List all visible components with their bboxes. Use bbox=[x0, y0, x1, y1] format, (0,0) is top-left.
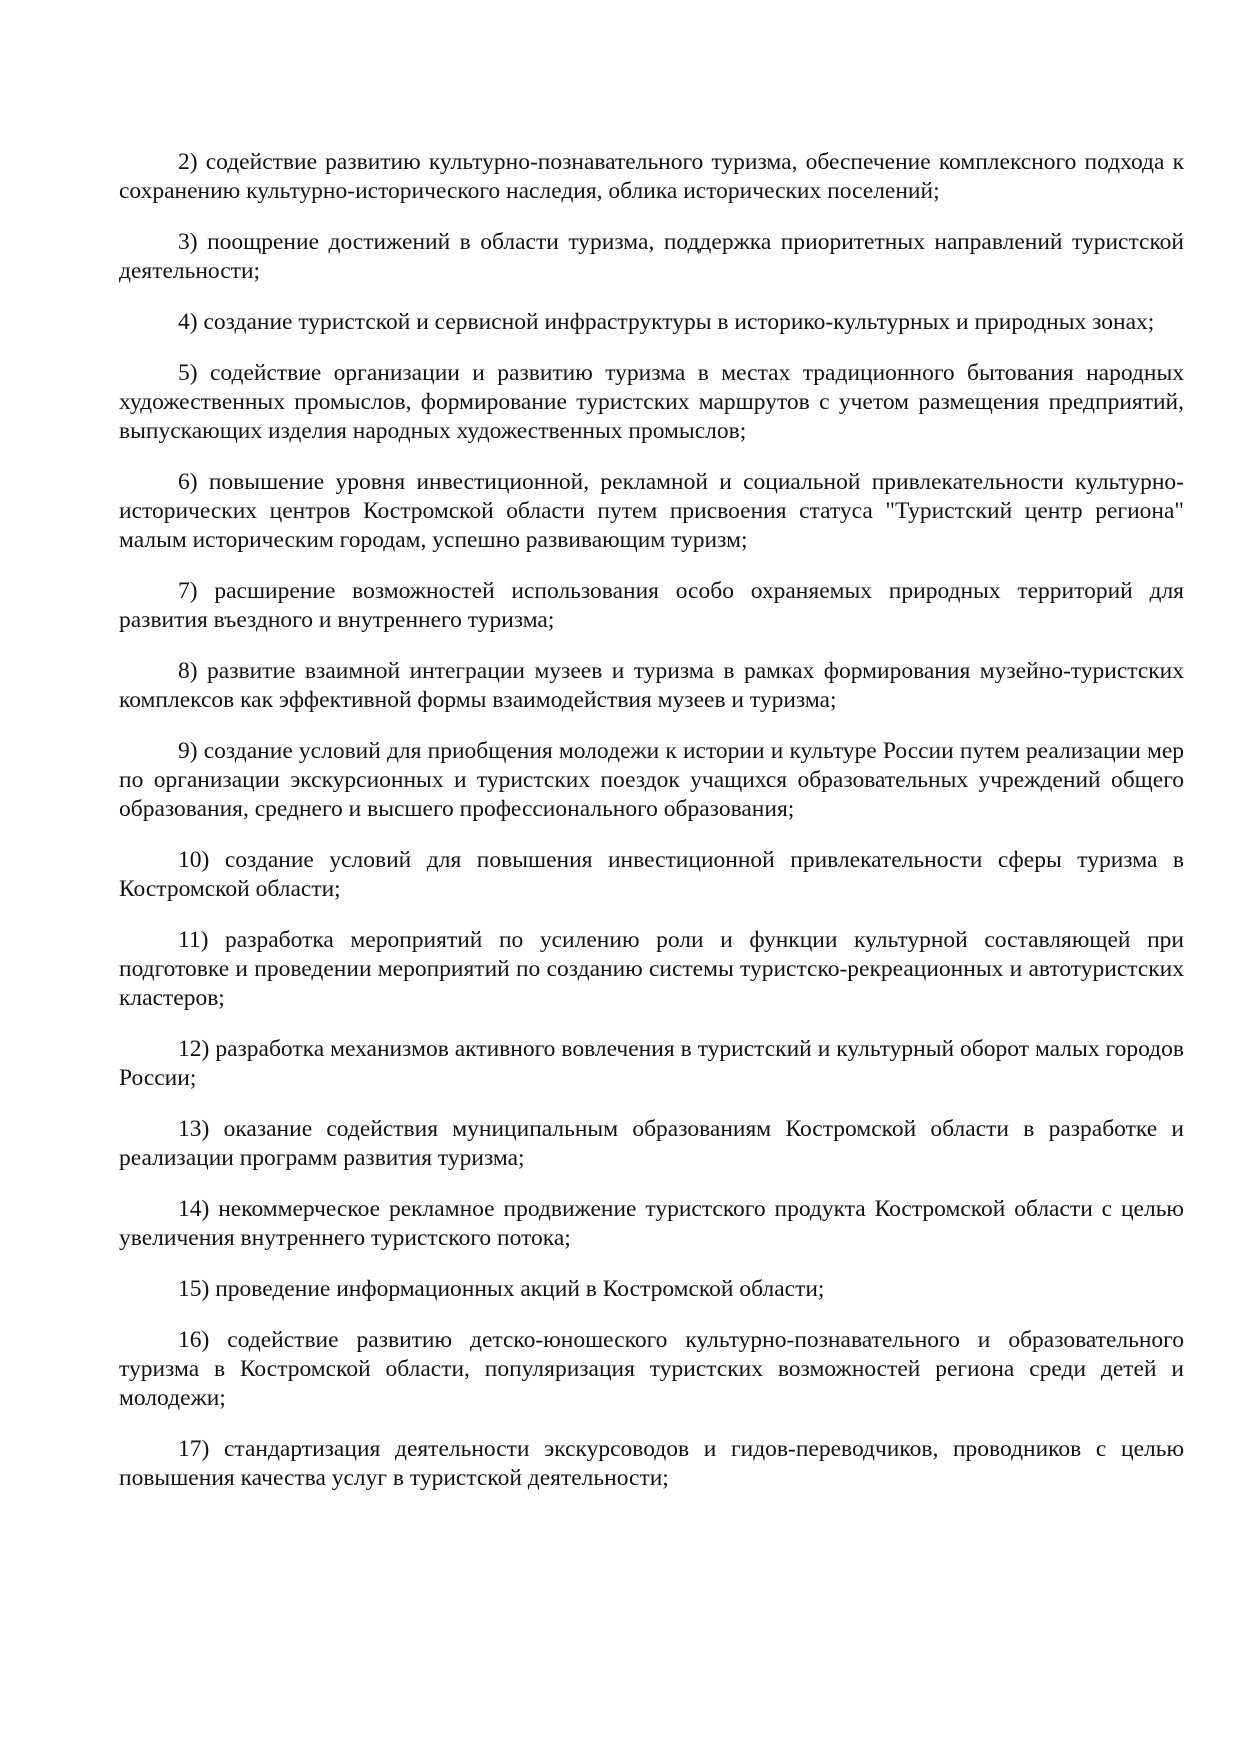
list-item-16: 16) содействие развитию детско-юношеского культурно-познавательного и образовательного туризма в Костромской области, популяризация туристских возможностей региона среди детей и молодежи; bbox=[119, 1327, 1184, 1411]
list-item-4: 4) создание туристской и сервисной инфраструктуры в историко-культурных и природных зонах; bbox=[178, 309, 1155, 335]
list-item-17: 17) стандартизация деятельности экскурсоводов и гидов-переводчиков, проводников с целью повышения качества услуг в туристской деятельности; bbox=[119, 1436, 1184, 1491]
list-item-10: 10) создание условий для повышения инвестиционной привлекательности сферы туризма в Костромской области; bbox=[119, 847, 1184, 902]
list-item-12: 12) разработка механизмов активного вовлечения в туристский и культурный оборот малых городов России; bbox=[119, 1036, 1184, 1091]
list-item-6: 6) повышение уровня инвестиционной, рекламной и социальной привлекательности культурно-исторических центров Костромской области путем присвоения статуса "Туристский центр региона" малым историческим городам, успешно развивающим туризм; bbox=[119, 469, 1184, 553]
list-item-5: 5) содействие организации и развитию туризма в местах традиционного бытования народных художественных промыслов, формирование туристских маршрутов с учетом размещения предприятий, выпускающих изделия народных художественных промыслов; bbox=[119, 360, 1184, 444]
list-item-15: 15) проведение информационных акций в Костромской области; bbox=[178, 1276, 825, 1302]
list-item-3: 3) поощрение достижений в области туризма, поддержка приоритетных направлений туристской деятельности; bbox=[119, 229, 1184, 284]
list-item-7: 7) расширение возможностей использования особо охраняемых природных территорий для развития въездного и внутреннего туризма; bbox=[119, 578, 1184, 633]
list-item-9: 9) создание условий для приобщения молодежи к истории и культуре России путем реализации мер по организации экскурсионных и туристских поездок учащихся образовательных учреждений общего образования, среднего и высшего профессионального образования; bbox=[119, 738, 1184, 822]
list-item-13: 13) оказание содействия муниципальным образованиям Костромской области в разработке и реализации программ развития туризма; bbox=[119, 1116, 1184, 1171]
list-item-2: 2) содействие развитию культурно-познавательного туризма, обеспечение комплексного подхода к сохранению культурно-исторического наследия, облика исторических поселений; bbox=[119, 149, 1184, 204]
list-item-11: 11) разработка мероприятий по усилению роли и функции культурной составляющей при подготовке и проведении мероприятий по созданию системы туристско-рекреационных и автотуристских кластеров; bbox=[119, 927, 1184, 1011]
list-item-14: 14) некоммерческое рекламное продвижение туристского продукта Костромской области с целью увеличения внутреннего туристского потока; bbox=[119, 1196, 1184, 1251]
document-body bbox=[119, 148, 1184, 1515]
list-item-8: 8) развитие взаимной интеграции музеев и туризма в рамках формирования музейно-туристских комплексов как эффективной формы взаимодействия музеев и туризма; bbox=[119, 658, 1184, 713]
